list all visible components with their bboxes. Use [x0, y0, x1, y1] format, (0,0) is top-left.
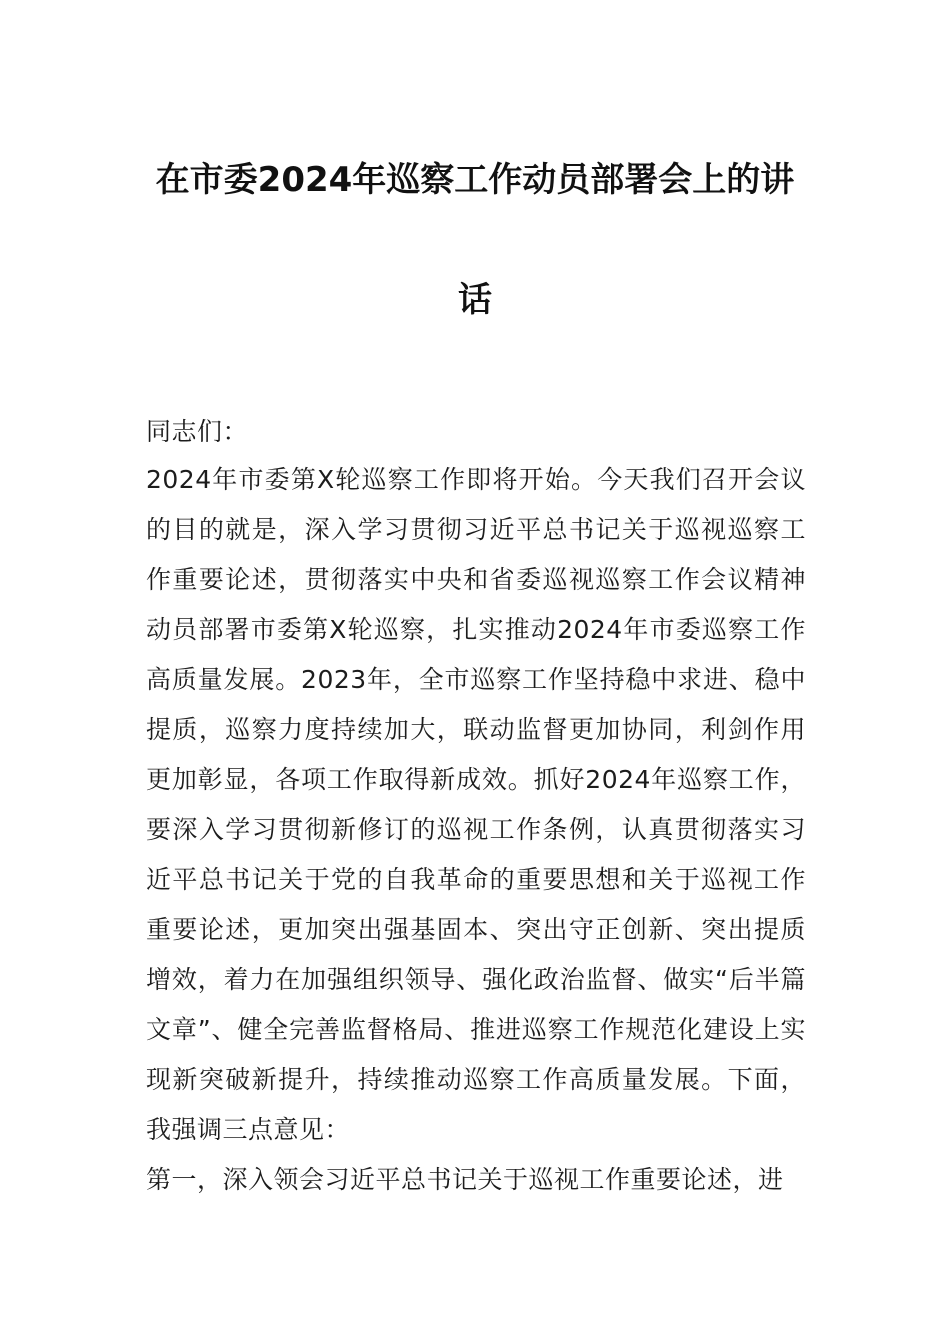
- paragraph-first-point: 第一，深入领会习近平总书记关于巡视工作重要论述，进: [146, 1165, 784, 1194]
- salutation: 同志们：: [146, 417, 249, 446]
- document-title-line-2: 话: [458, 280, 492, 320]
- document-title-line-1: 在市委2024年巡察工作动员部署会上的讲: [155, 160, 795, 200]
- paragraph-intro: 2024年市委第X轮巡察工作即将开始。今天我们召开会议的目的就是，深入学习贯彻习近平总书记关于巡视巡察工作重要论述，贯彻落实中央和省委巡视巡察工作会议精神动员部署市委第X轮巡察，扎实推动2024年市委巡察工作高质量发展。2023年，全市巡察工作坚持稳中求进、稳中提质，巡察力度持续加大，联动监督更加协同，利剑作用更加彰显，各项工作取得新成效。抓好2024年巡察工作，要深入学习贯彻新修订的巡视工作条例，认真贯彻落实习近平总书记关于党的自我革命的重要思想和关于巡视工作重要论述，更加突出强基固本、突出守正创新、突出提质增效，着力在加强组织领导、强化政治监督、做实“后半篇文章”、健全完善监督格局、推进巡察工作规范化建设上实现新突破新提升，持续推动巡察工作高质量发展。下面，我强调三点意见：: [146, 465, 806, 1144]
